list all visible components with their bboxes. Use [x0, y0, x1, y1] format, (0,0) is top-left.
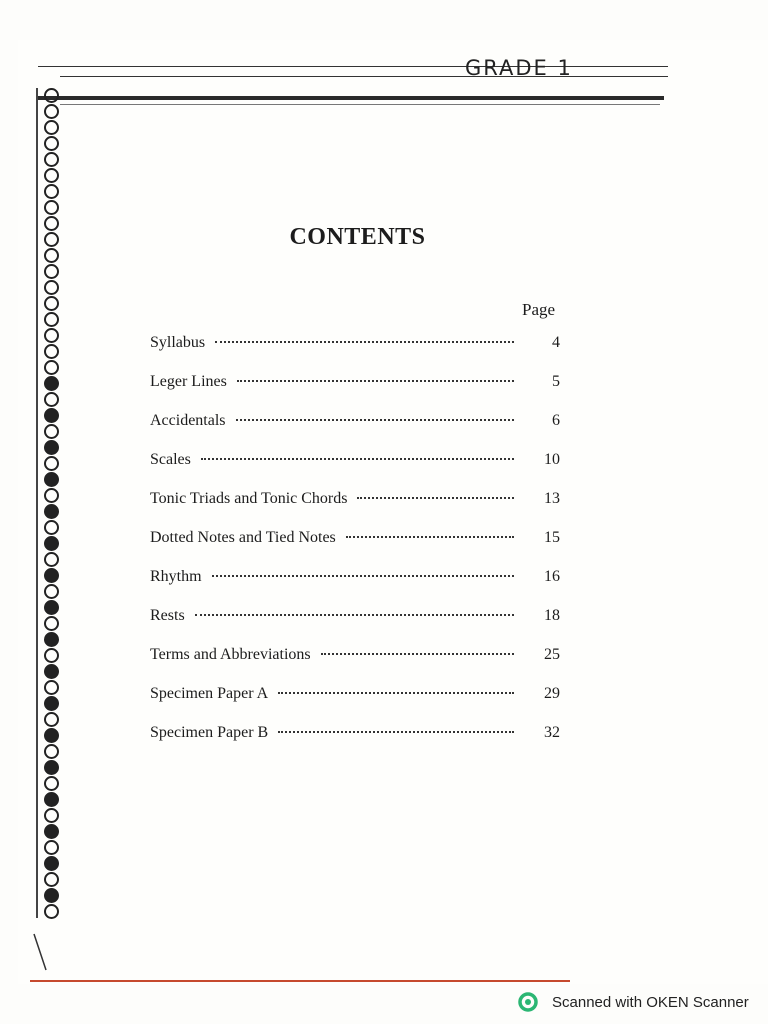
corner-fold-icon — [32, 932, 48, 972]
spiral-ring — [44, 264, 59, 279]
scanner-logo-icon — [518, 992, 538, 1012]
toc-page: 29 — [544, 685, 560, 702]
toc-leader — [215, 341, 514, 343]
spiral-ring — [44, 504, 59, 519]
page-column-label: Page — [522, 300, 556, 319]
spiral-ring — [44, 600, 59, 615]
spiral-binding — [30, 88, 70, 918]
spiral-ring — [44, 392, 59, 407]
scanner-watermark — [518, 992, 749, 1012]
header-rule-lower — [60, 76, 668, 77]
toc-entry — [150, 724, 560, 763]
toc-title: Scales — [150, 451, 191, 468]
toc-page: 32 — [544, 724, 560, 741]
spiral-ring — [44, 616, 59, 631]
spiral-ring — [44, 888, 59, 903]
spiral-ring — [44, 344, 59, 359]
spiral-ring — [44, 776, 59, 791]
spiral-ring — [44, 456, 59, 471]
spiral-ring — [44, 472, 59, 487]
toc-leader — [321, 653, 514, 655]
toc-page: 13 — [544, 490, 560, 507]
toc-leader — [346, 536, 514, 538]
toc-leader — [278, 692, 514, 694]
spiral-ring — [44, 824, 59, 839]
toc-title: Terms and Abbreviations — [150, 646, 311, 663]
toc-title: Accidentals — [150, 412, 226, 429]
toc-entry — [150, 373, 560, 412]
spiral-ring — [44, 360, 59, 375]
toc-page: 10 — [544, 451, 560, 468]
spiral-ring — [44, 280, 59, 295]
toc-entry — [150, 451, 560, 490]
spiral-ring — [44, 296, 59, 311]
spiral-ring — [44, 200, 59, 215]
toc-page: 6 — [552, 412, 560, 429]
spiral-ring — [44, 408, 59, 423]
spiral-ring — [44, 152, 59, 167]
toc-title: Rhythm — [150, 568, 202, 585]
toc-page: 18 — [544, 607, 560, 624]
toc-page: 16 — [544, 568, 560, 585]
spiral-ring — [44, 904, 59, 919]
toc-page: 25 — [544, 646, 560, 663]
spiral-ring — [44, 184, 59, 199]
toc-page: 4 — [552, 334, 560, 351]
grade-label: GRADE 1 — [465, 56, 573, 80]
header-rule — [38, 66, 668, 67]
page-title: CONTENTS — [289, 224, 426, 250]
toc-entry — [150, 529, 560, 568]
toc-title: Specimen Paper B — [150, 724, 269, 741]
toc-page: 15 — [544, 529, 560, 546]
toc-leader — [201, 458, 514, 460]
spiral-ring — [44, 104, 59, 119]
spiral-ring — [44, 440, 59, 455]
spiral-ring — [44, 312, 59, 327]
toc-entry — [150, 646, 560, 685]
toc-title: Specimen Paper A — [150, 685, 269, 702]
table-of-contents — [150, 334, 560, 763]
spiral-ring — [44, 552, 59, 567]
spiral-ring — [44, 792, 59, 807]
spiral-ring — [44, 808, 59, 823]
spiral-ring — [44, 88, 59, 103]
top-binding-rule — [36, 96, 664, 100]
toc-leader — [357, 497, 514, 499]
spiral-ring — [44, 680, 59, 695]
spiral-ring — [44, 840, 59, 855]
toc-leader — [236, 419, 514, 421]
spiral-ring — [44, 760, 59, 775]
spiral-ring — [44, 728, 59, 743]
spiral-ring — [44, 632, 59, 647]
spiral-ring — [44, 584, 59, 599]
spiral-ring — [44, 856, 59, 871]
spiral-ring — [44, 872, 59, 887]
spiral-ring — [44, 376, 59, 391]
toc-page: 5 — [552, 373, 560, 390]
spiral-ring — [44, 536, 59, 551]
spiral-ring — [44, 696, 59, 711]
spiral-ring — [44, 328, 59, 343]
spiral-ring — [44, 648, 59, 663]
spiral-ring — [44, 424, 59, 439]
top-thin-rule — [60, 104, 660, 105]
spiral-ring — [44, 744, 59, 759]
scanner-text: Scanned with OKEN Scanner — [552, 993, 749, 1011]
toc-title: Syllabus — [150, 334, 206, 351]
toc-title: Dotted Notes and Tied Notes — [150, 529, 336, 546]
toc-title: Tonic Triads and Tonic Chords — [150, 490, 348, 507]
spiral-ring — [44, 520, 59, 535]
spiral-ring — [44, 488, 59, 503]
spiral-ring — [44, 664, 59, 679]
spiral-ring — [44, 168, 59, 183]
toc-title: Rests — [150, 607, 185, 624]
toc-leader — [278, 731, 514, 733]
toc-leader — [195, 614, 514, 616]
spiral-ring — [44, 712, 59, 727]
spiral-ring — [44, 136, 59, 151]
toc-leader — [237, 380, 514, 382]
toc-entry — [150, 490, 560, 529]
toc-entry — [150, 412, 560, 451]
toc-entry — [150, 334, 560, 373]
page-bottom-edge — [30, 980, 570, 982]
spiral-ring — [44, 568, 59, 583]
toc-title: Leger Lines — [150, 373, 227, 390]
toc-leader — [212, 575, 514, 577]
toc-entry — [150, 568, 560, 607]
spiral-ring — [44, 120, 59, 135]
toc-entry — [150, 607, 560, 646]
toc-entry — [150, 685, 560, 724]
